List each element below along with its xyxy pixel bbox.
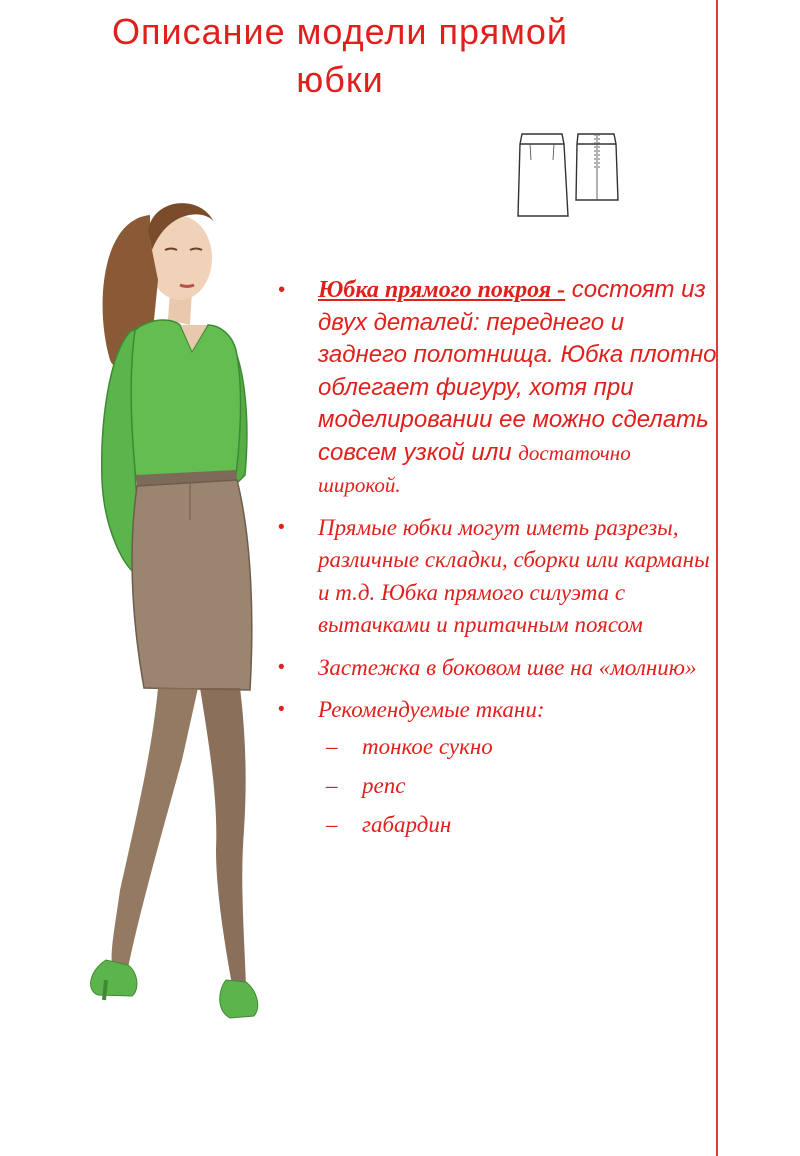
item-text: Прямые юбки могут иметь разрезы, различные складки, сборки или карманы и т.д. Юбка прямого силуэта с вытачками и притачным поясом [318, 514, 710, 637]
item-text-tail: достаточно широкой. [318, 440, 631, 497]
bullet: • [278, 699, 285, 720]
bullet: • [278, 516, 285, 538]
list-item [278, 652, 718, 685]
list-item [278, 512, 718, 642]
item-text: состоят из двух деталей: переднего и заднего полотнища. Юбка плотно облегает фигуру, хотя при моделировании ее можно сделать совсем узкой или [318, 276, 717, 466]
slide-title [30, 8, 650, 104]
dash: – [326, 811, 338, 837]
skirt-technical-drawing [510, 128, 630, 223]
fabric-name: габардин [362, 811, 452, 837]
fabric-name: тонкое сукно [362, 733, 493, 759]
list-item [278, 694, 718, 727]
item-text: Застежка в боковом шве на «молнию» [318, 654, 697, 680]
fabric-name: репс [362, 772, 406, 798]
fabric-item [278, 727, 718, 766]
list-item [278, 274, 718, 502]
dash: – [326, 772, 338, 798]
fabric-item [278, 766, 718, 805]
fabric-item [278, 805, 718, 844]
item-text: Рекомендуемые ткани: [318, 697, 545, 722]
bullet: • [278, 279, 286, 301]
description-list [278, 274, 718, 844]
title-line-2: юбки [296, 59, 384, 100]
title-line-1: Описание модели прямой [111, 11, 569, 52]
bullet: • [278, 656, 285, 678]
dash: – [326, 733, 338, 759]
item-lead-term: Юбка прямого покроя - [318, 277, 566, 303]
